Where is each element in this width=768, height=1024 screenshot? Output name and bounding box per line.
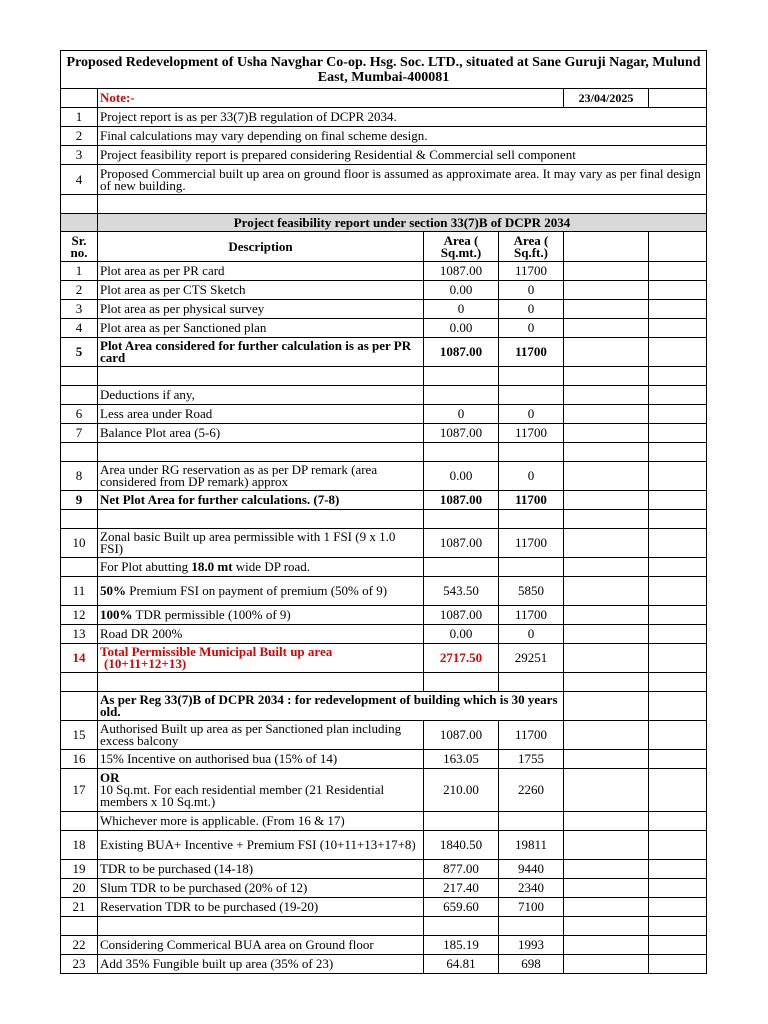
- feasibility-sheet: [60, 50, 707, 974]
- empty-cell: [564, 769, 649, 812]
- empty-cell: [649, 281, 707, 300]
- row-description: [98, 606, 424, 625]
- row-description: Plot area as per physical survey: [98, 300, 424, 319]
- value-sqmt: 64.81: [424, 955, 499, 974]
- row-description: [98, 644, 424, 673]
- empty-cell: [61, 367, 98, 386]
- empty-cell: [649, 386, 707, 405]
- empty-cell: [649, 898, 707, 917]
- whichever-note: Whichever more is applicable. (From 16 & 17): [98, 812, 424, 831]
- empty-cell: [564, 491, 649, 510]
- empty-cell: [649, 577, 707, 606]
- empty-cell: [649, 443, 707, 462]
- empty-cell: [649, 319, 707, 338]
- value-sqft: 11700: [499, 491, 564, 510]
- value-sqmt: 0.00: [424, 319, 499, 338]
- empty-cell: [564, 936, 649, 955]
- value-sqmt: 543.50: [424, 577, 499, 606]
- row-description: Existing BUA+ Incentive + Premium FSI (10+11+13+17+8): [98, 831, 424, 860]
- row-number: 15: [61, 721, 98, 750]
- report-date: 23/04/2025: [564, 89, 649, 108]
- empty-cell: [564, 955, 649, 974]
- row-number: 1: [61, 262, 98, 281]
- empty-cell: [649, 917, 707, 936]
- value-sqft: 11700: [499, 338, 564, 367]
- note-number: 3: [61, 146, 98, 165]
- empty-cell: [98, 443, 424, 462]
- row-number: 16: [61, 750, 98, 769]
- note-text: Final calculations may vary depending on final scheme design.: [98, 127, 707, 146]
- row-number: 6: [61, 405, 98, 424]
- empty-cell: [649, 558, 707, 577]
- value-sqft: 0: [499, 625, 564, 644]
- row-description: Balance Plot area (5-6): [98, 424, 424, 443]
- note-text: Project report is as per 33(7)B regulation of DCPR 2034.: [98, 108, 707, 127]
- value-sqmt: 0: [424, 300, 499, 319]
- header-area-sqft: Area ( Sq.ft.): [499, 232, 564, 262]
- value-sqft: 0: [499, 300, 564, 319]
- empty-cell: [649, 367, 707, 386]
- value-sqft: 29251: [499, 644, 564, 673]
- value-sqmt: 1087.00: [424, 491, 499, 510]
- empty-cell: [499, 673, 564, 692]
- page-title: Proposed Redevelopment of Usha Navghar Co-op. Hsg. Soc. LTD., situated at Sane Guruji Nagar, Mulund East, Mumbai-400081: [61, 51, 707, 89]
- empty-cell: [564, 917, 649, 936]
- abutting-text-pre: For Plot abutting: [100, 559, 192, 574]
- empty-cell: [61, 89, 98, 108]
- empty-cell: [649, 462, 707, 491]
- abutting-road-note: [98, 558, 424, 577]
- empty-cell: [564, 606, 649, 625]
- empty-cell: [61, 673, 98, 692]
- empty-cell: [61, 917, 98, 936]
- empty-cell: [649, 262, 707, 281]
- empty-cell: [564, 644, 649, 673]
- value-sqmt: 1087.00: [424, 338, 499, 367]
- value-sqmt: 1087.00: [424, 424, 499, 443]
- value-sqft: 1755: [499, 750, 564, 769]
- value-sqmt: 1087.00: [424, 721, 499, 750]
- value-sqmt: 877.00: [424, 860, 499, 879]
- empty-cell: [649, 879, 707, 898]
- note-number: 2: [61, 127, 98, 146]
- empty-cell: [499, 510, 564, 529]
- row-description: Zonal basic Built up area permissible with 1 FSI (9 x 1.0 FSI): [98, 529, 424, 558]
- empty-cell: [649, 692, 707, 721]
- value-sqft: 2260: [499, 769, 564, 812]
- empty-cell: [564, 443, 649, 462]
- row-description: [98, 577, 424, 606]
- header-description: Description: [98, 232, 424, 262]
- value-sqmt: 1087.00: [424, 606, 499, 625]
- empty-cell: [649, 860, 707, 879]
- empty-cell: [424, 917, 499, 936]
- value-sqft: 0: [499, 281, 564, 300]
- empty-cell: [649, 510, 707, 529]
- empty-cell: [424, 386, 499, 405]
- row-description: Reservation TDR to be purchased (19-20): [98, 898, 424, 917]
- empty-cell: [649, 673, 707, 692]
- header-srno: Sr. no.: [61, 232, 98, 262]
- row-number: 10: [61, 529, 98, 558]
- empty-cell: [61, 558, 98, 577]
- empty-cell: [649, 769, 707, 812]
- row-description: Plot area as per CTS Sketch: [98, 281, 424, 300]
- empty-cell: [564, 879, 649, 898]
- empty-cell: [98, 510, 424, 529]
- empty-cell: [564, 577, 649, 606]
- empty-cell: [564, 558, 649, 577]
- abutting-text-post: wide DP road.: [232, 559, 311, 574]
- row-description: Authorised Built up area as per Sanctioned plan including excess balcony: [98, 721, 424, 750]
- empty-cell: [564, 367, 649, 386]
- row-number: 12: [61, 606, 98, 625]
- row-description: Net Plot Area for further calculations. (7-8): [98, 491, 424, 510]
- row-description: Less area under Road: [98, 405, 424, 424]
- value-sqmt: 2717.50: [424, 644, 499, 673]
- row-formula: (10+11+12+13): [104, 656, 187, 671]
- row-description: Plot Area considered for further calculation is as per PR card: [98, 338, 424, 367]
- value-sqmt: 210.00: [424, 769, 499, 812]
- value-sqmt: 0.00: [424, 462, 499, 491]
- empty-cell: [564, 300, 649, 319]
- premium-percent: 50%: [100, 583, 126, 598]
- empty-cell: [424, 812, 499, 831]
- empty-cell: [98, 367, 424, 386]
- empty-cell: [564, 281, 649, 300]
- note-label: Note:-: [98, 89, 564, 108]
- empty-cell: [564, 424, 649, 443]
- row-number: 7: [61, 424, 98, 443]
- value-sqmt: 163.05: [424, 750, 499, 769]
- empty-cell: [424, 510, 499, 529]
- row-description: Add 35% Fungible built up area (35% of 23): [98, 955, 424, 974]
- empty-cell: [649, 721, 707, 750]
- empty-cell: [564, 692, 649, 721]
- empty-cell: [499, 917, 564, 936]
- regulation-heading: As per Reg 33(7)B of DCPR 2034 : for redevelopment of building which is 30 years old.: [98, 692, 564, 721]
- value-sqft: 9440: [499, 860, 564, 879]
- deductions-label: Deductions if any,: [98, 386, 424, 405]
- row-description: Slum TDR to be purchased (20% of 12): [98, 879, 424, 898]
- row-number: 11: [61, 577, 98, 606]
- row-number: 8: [61, 462, 98, 491]
- empty-cell: [649, 300, 707, 319]
- row-number: 5: [61, 338, 98, 367]
- row-description: 15% Incentive on authorised bua (15% of 14): [98, 750, 424, 769]
- road-width: 18.0 mt: [191, 559, 233, 574]
- value-sqft: 19811: [499, 831, 564, 860]
- empty-cell: [564, 405, 649, 424]
- value-sqft: 5850: [499, 577, 564, 606]
- empty-cell: [61, 195, 98, 214]
- empty-cell: [424, 367, 499, 386]
- empty-cell: [649, 89, 707, 108]
- value-sqft: 0: [499, 319, 564, 338]
- empty-cell: [499, 367, 564, 386]
- empty-cell: [564, 831, 649, 860]
- note-text: Project feasibility report is prepared considering Residential & Commercial sell component: [98, 146, 707, 165]
- section-heading: Project feasibility report under section 33(7)B of DCPR 2034: [98, 214, 707, 232]
- empty-cell: [649, 424, 707, 443]
- tdr-percent: 100%: [100, 607, 133, 622]
- row-number: 3: [61, 300, 98, 319]
- empty-cell: [499, 386, 564, 405]
- empty-cell: [564, 319, 649, 338]
- value-sqft: 698: [499, 955, 564, 974]
- empty-cell: [649, 338, 707, 367]
- empty-cell: [564, 673, 649, 692]
- empty-cell: [98, 917, 424, 936]
- value-sqft: 11700: [499, 606, 564, 625]
- row-description: Plot area as per PR card: [98, 262, 424, 281]
- row-number: 9: [61, 491, 98, 510]
- note-text: Proposed Commercial built up area on ground floor is assumed as approximate area. It may vary as per final design of new building.: [98, 165, 707, 195]
- row-description: Road DR 200%: [98, 625, 424, 644]
- value-sqmt: 1087.00: [424, 529, 499, 558]
- value-sqft: 11700: [499, 721, 564, 750]
- value-sqft: 2340: [499, 879, 564, 898]
- empty-cell: [564, 625, 649, 644]
- or-label: OR: [100, 770, 120, 785]
- empty-cell: [649, 831, 707, 860]
- row-description: [98, 769, 424, 812]
- row-number: 23: [61, 955, 98, 974]
- header-area-sqmt: Area ( Sq.mt.): [424, 232, 499, 262]
- empty-cell: [564, 232, 649, 262]
- row-description: TDR to be purchased (14-18): [98, 860, 424, 879]
- empty-cell: [61, 443, 98, 462]
- empty-cell: [649, 644, 707, 673]
- empty-cell: [61, 510, 98, 529]
- row-description-text: TDR permissible (100% of 9): [132, 607, 291, 622]
- note-number: 4: [61, 165, 98, 195]
- empty-cell: [564, 898, 649, 917]
- empty-cell: [564, 462, 649, 491]
- empty-cell: [424, 673, 499, 692]
- note-number: 1: [61, 108, 98, 127]
- row-number: 17: [61, 769, 98, 812]
- value-sqft: 0: [499, 462, 564, 491]
- row-number: 2: [61, 281, 98, 300]
- empty-cell: [564, 262, 649, 281]
- value-sqmt: 659.60: [424, 898, 499, 917]
- row-number: 22: [61, 936, 98, 955]
- empty-cell: [564, 386, 649, 405]
- row-number: 14: [61, 644, 98, 673]
- row-description: Considering Commerical BUA area on Ground floor: [98, 936, 424, 955]
- value-sqft: 1993: [499, 936, 564, 955]
- row-number: 13: [61, 625, 98, 644]
- value-sqmt: 0.00: [424, 281, 499, 300]
- empty-cell: [649, 936, 707, 955]
- empty-cell: [649, 750, 707, 769]
- row-description-text: Premium FSI on payment of premium (50% of 9): [126, 583, 388, 598]
- empty-cell: [649, 491, 707, 510]
- empty-cell: [61, 214, 98, 232]
- empty-cell: [649, 955, 707, 974]
- value-sqmt: 1840.50: [424, 831, 499, 860]
- empty-cell: [649, 812, 707, 831]
- value-sqft: 0: [499, 405, 564, 424]
- row-number: 21: [61, 898, 98, 917]
- empty-cell: [649, 625, 707, 644]
- value-sqmt: 0.00: [424, 625, 499, 644]
- value-sqmt: 0: [424, 405, 499, 424]
- empty-cell: [98, 673, 424, 692]
- empty-cell: [564, 860, 649, 879]
- value-sqmt: 185.19: [424, 936, 499, 955]
- empty-cell: [61, 812, 98, 831]
- row-number: 18: [61, 831, 98, 860]
- empty-cell: [499, 443, 564, 462]
- empty-cell: [61, 692, 98, 721]
- empty-cell: [564, 338, 649, 367]
- row-number: 19: [61, 860, 98, 879]
- empty-cell: [564, 812, 649, 831]
- empty-cell: [649, 606, 707, 625]
- empty-cell: [564, 750, 649, 769]
- row-description-text: 10 Sq.mt. For each residential member (21 Residential members x 10 Sq.mt.): [100, 782, 385, 809]
- value-sqmt: 1087.00: [424, 262, 499, 281]
- row-number: 4: [61, 319, 98, 338]
- empty-cell: [649, 529, 707, 558]
- empty-cell: [564, 721, 649, 750]
- row-description: Area under RG reservation as as per DP remark (area considered from DP remark) approx: [98, 462, 424, 491]
- value-sqft: 11700: [499, 529, 564, 558]
- value-sqft: 11700: [499, 262, 564, 281]
- empty-cell: [499, 812, 564, 831]
- value-sqmt: 217.40: [424, 879, 499, 898]
- empty-cell: [424, 558, 499, 577]
- value-sqft: 7100: [499, 898, 564, 917]
- empty-cell: [564, 510, 649, 529]
- row-number: 20: [61, 879, 98, 898]
- row-description-text: Total Permissible Municipal Built up area: [100, 644, 333, 659]
- empty-cell: [61, 386, 98, 405]
- value-sqft: 11700: [499, 424, 564, 443]
- empty-cell: [564, 529, 649, 558]
- empty-cell: [424, 443, 499, 462]
- row-description: Plot area as per Sanctioned plan: [98, 319, 424, 338]
- empty-cell: [649, 232, 707, 262]
- empty-cell: [98, 195, 707, 214]
- empty-cell: [499, 558, 564, 577]
- empty-cell: [649, 405, 707, 424]
